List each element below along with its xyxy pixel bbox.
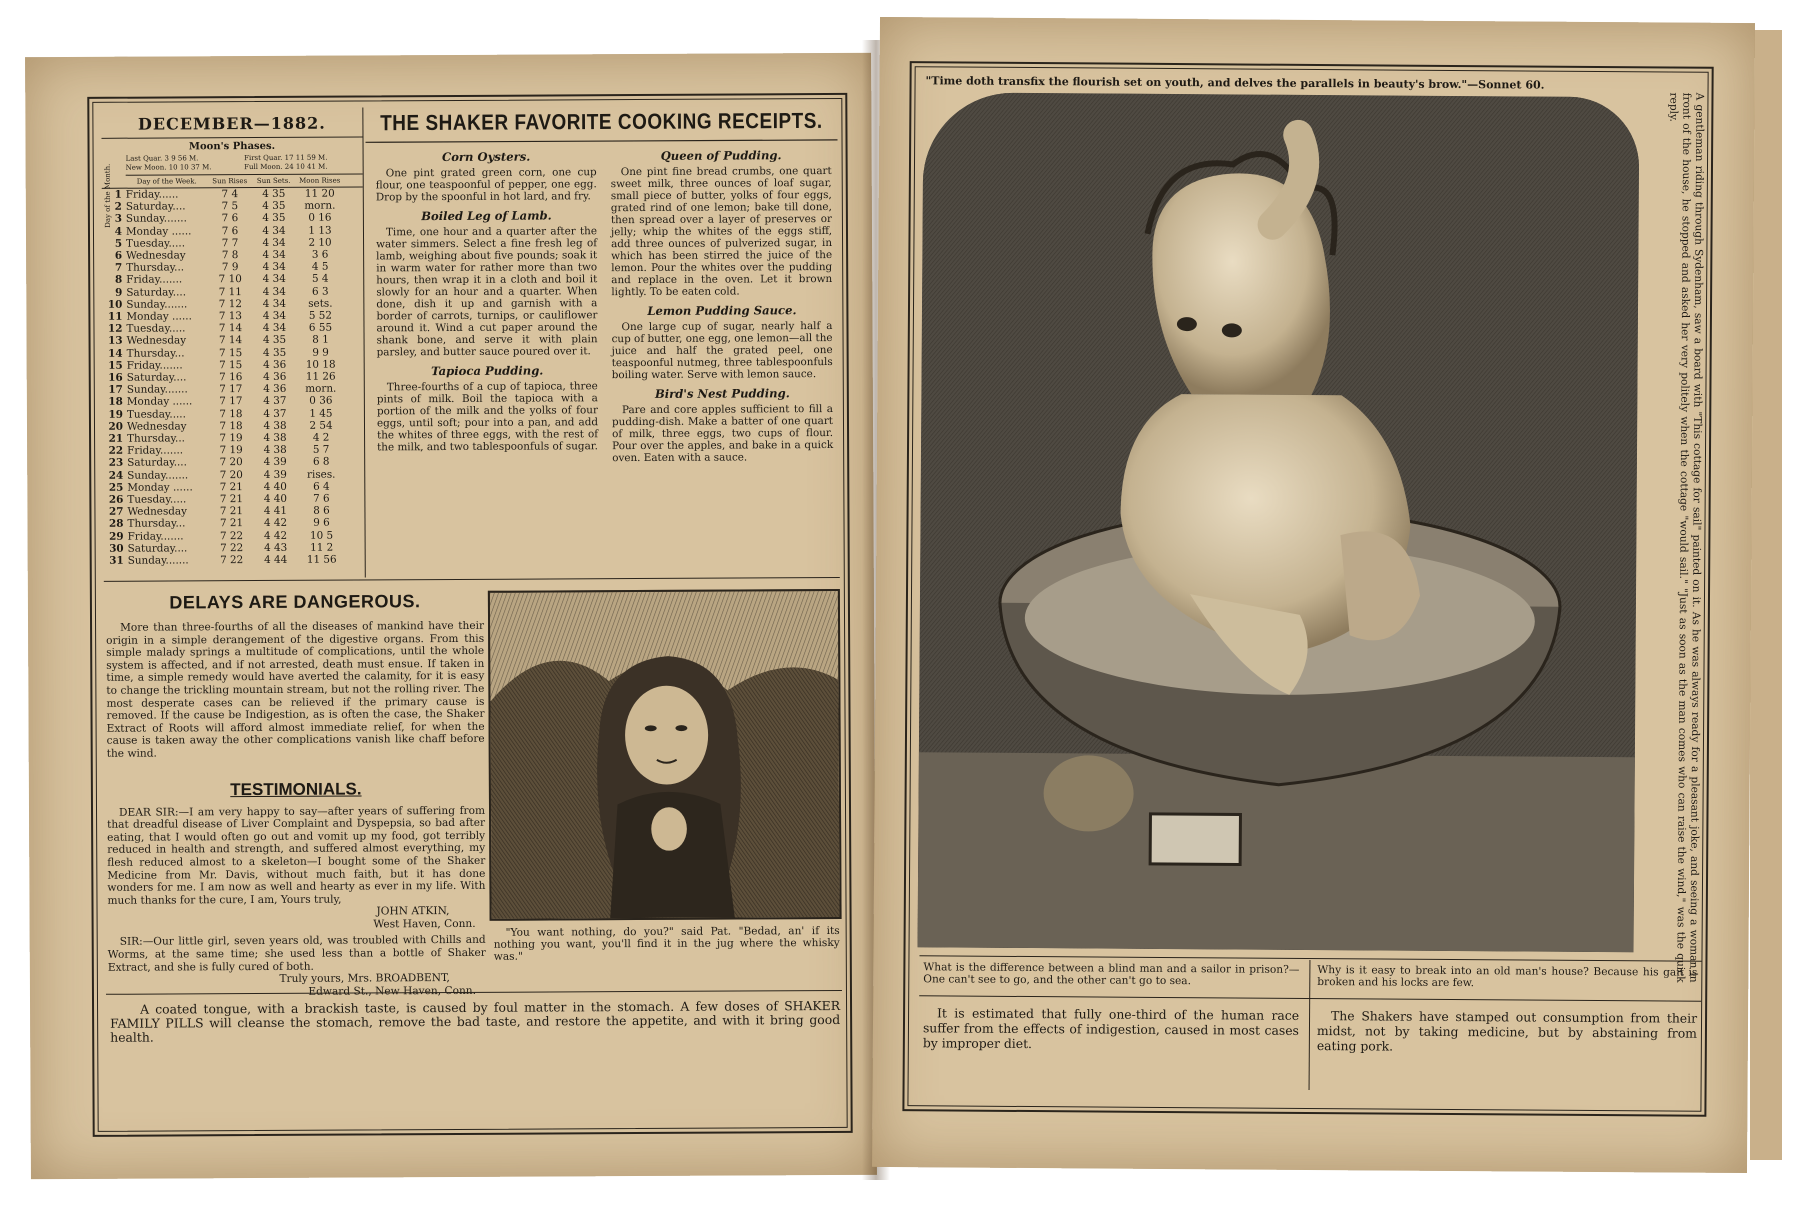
shakers-consumption-fact: The Shakers have stamped out consumption from their midst, not by taking medicine, but by abstaining from eating pork. — [1316, 1008, 1698, 1054]
side-anecdote: A gentleman riding through Sydenham, saw a board with "This cottage for sail" painted on it. As he was always ready for a pleasant joke, and seeing a woman in front of the house, he stopped and asked her very politely when the cottage "would sail." "Just as soon as the man comes who can raise the wind," was the quick reply. — [1667, 92, 1706, 983]
sun-rise-time: 7 13 — [218, 310, 243, 323]
footer-note: A coated tongue, with a brackish taste, is caused by foul matter in the stomach. A few doses of SHAKER FAMILY PILLS will cleanse the stomach, remove the bad taste, and restore the appetite, and with it bring good health. — [110, 997, 841, 1045]
sun-set-time: 4 41 — [263, 505, 288, 518]
sun-set-time: 4 34 — [262, 248, 286, 261]
moon-phases-grid — [126, 153, 363, 175]
moon-rise-time: 9 9 — [312, 346, 329, 359]
moon-phase-line: New Moon. 10 10 37 M. — [125, 163, 212, 172]
recipes-title: THE SHAKER FAVORITE COOKING RECEIPTS. — [365, 102, 837, 142]
moon-rise-time: 10 18 — [305, 358, 336, 371]
moon-rise-time: 1 13 — [308, 224, 332, 237]
sun-rise-time: 7 16 — [219, 371, 243, 384]
recipe-title: Tapioca Pudding. — [431, 363, 544, 379]
delays-section — [106, 591, 486, 999]
sun-set-time: 4 35 — [262, 334, 287, 347]
day-number: 13 — [108, 335, 123, 348]
recipes-panel — [365, 105, 839, 577]
sun-rise-time: 7 9 — [221, 261, 239, 274]
sun-rise-time: 7 17 — [219, 383, 243, 396]
header-sun-sets: Sun Sets. — [256, 176, 291, 186]
sun-set-time: 4 34 — [262, 322, 287, 335]
day-name: Friday....... — [127, 530, 184, 543]
moon-rise-time: 11 26 — [305, 370, 336, 383]
sun-set-time: 4 37 — [263, 395, 287, 408]
recipe-tapioca — [377, 363, 598, 453]
sun-rise-time: 7 21 — [219, 480, 243, 494]
recipe-title: Corn Oysters. — [441, 149, 531, 165]
moon-phase-line: Full Moon. 24 10 41 M. — [244, 162, 328, 172]
day-number: 16 — [108, 371, 123, 384]
moon-rise-time: 6 8 — [312, 456, 330, 469]
day-number: 12 — [107, 322, 123, 336]
sun-set-time: 4 36 — [263, 358, 287, 371]
recipe-text: One large cup of sugar, nearly half a cup of butter, one egg, one lemon—all the juice and half the grated peel, one teaspoonful nutmeg, three tablespoonfuls boiling water. Serve with lemon sauce. — [611, 319, 833, 382]
moon-rise-time: 5 7 — [312, 443, 330, 456]
testimonial-signature: Truly yours, Mrs. BROADBENT, — [279, 972, 450, 986]
sun-rise-time: 7 21 — [219, 493, 243, 506]
sun-rise-time: 7 11 — [218, 285, 242, 298]
sun-rise-time: 7 18 — [219, 419, 243, 433]
sun-set-time: 4 40 — [263, 492, 287, 506]
day-number: 22 — [108, 444, 124, 458]
sun-set-time: 4 36 — [263, 383, 287, 396]
sun-rise-time: 7 15 — [219, 358, 243, 372]
day-name: Thursday... — [126, 347, 185, 360]
side-anecdote-column — [1643, 92, 1705, 982]
day-name: Sunday....... — [127, 469, 189, 482]
recipe-text: Time, one hour and a quarter after the water simmers. Select a fine fresh leg of lamb, weighing about five pounds; soak it in warm water for rather more than two hours, then wrap it in a cloth and boil it slowly for an hour and a quarter. When done, dish it up and garnish with a border of carrots, turnips, or cauliflower around it. Wind a cut paper around the shank bone, and serve it with plain parsley, and butter sauce poured over it. — [376, 225, 598, 359]
moon-rise-time: 6 3 — [312, 285, 329, 298]
day-name: Friday....... — [126, 359, 183, 372]
day-name: Sunday....... — [127, 554, 189, 567]
sun-rise-time: 7 8 — [221, 249, 239, 262]
sun-set-time: 4 42 — [263, 517, 288, 530]
day-number: 4 — [114, 225, 123, 238]
riddle-old-mans-house: Why is it easy to break into an old man's house? Because his gait is broken and his locks are few. — [1317, 964, 1698, 990]
sun-set-time: 4 34 — [262, 224, 286, 237]
sun-set-time: 4 34 — [262, 297, 286, 310]
day-number: 28 — [109, 518, 124, 531]
day-name: Saturday.... — [125, 200, 186, 213]
page-edge — [1750, 30, 1782, 1160]
sun-rise-time: 7 17 — [219, 395, 243, 408]
sun-set-time: 4 35 — [263, 346, 287, 359]
day-number: 20 — [108, 420, 124, 433]
moon-rise-time: 7 6 — [313, 492, 330, 505]
sun-set-time: 4 34 — [262, 273, 286, 286]
day-name: Sunday....... — [125, 212, 187, 226]
sun-set-time: 4 37 — [263, 407, 287, 420]
girl-caption: "You want nothing, do you?" said Pat. "Bedad, an' if its nothing you want, you'll find it in the jug where the whisky was." — [493, 924, 840, 963]
sun-set-time: 4 35 — [262, 212, 286, 225]
day-name: Wednesday — [127, 505, 188, 518]
header-sun-rises: Sun Rises — [212, 177, 248, 186]
sun-set-time: 4 34 — [262, 236, 286, 249]
sun-set-time: 4 43 — [264, 541, 288, 554]
recipe-title: Lemon Pudding Sauce. — [647, 303, 797, 318]
sun-rise-time: 7 21 — [219, 505, 244, 518]
moon-rise-time: 6 4 — [313, 480, 330, 493]
day-name: Monday ...... — [126, 310, 192, 323]
recipe-boiled-lamb — [376, 208, 598, 358]
sun-set-time: 4 34 — [262, 285, 286, 298]
recipe-lemon-sauce — [611, 303, 832, 381]
moon-rise-time: 2 10 — [308, 236, 332, 249]
sun-set-time: 4 39 — [263, 456, 287, 469]
sun-set-time: 4 44 — [264, 553, 288, 567]
moon-rise-time: morn. — [305, 382, 337, 396]
moon-rise-time: 8 6 — [313, 504, 330, 518]
moon-rise-time: 1 45 — [309, 407, 333, 420]
sun-set-time: 4 35 — [262, 200, 286, 213]
sun-rise-time: 7 14 — [218, 334, 243, 347]
moon-phases-title: Moon's Phases. — [188, 140, 276, 153]
moon-phase-line: Last Quar. 3 9 56 M. — [125, 154, 199, 163]
day-number: 19 — [108, 408, 123, 421]
sun-rise-time: 7 5 — [221, 200, 239, 213]
recipe-title: Bird's Nest Pudding. — [654, 386, 790, 401]
day-name: Tuesday..... — [126, 408, 186, 421]
day-number: 15 — [108, 359, 123, 372]
day-name: Monday ...... — [127, 481, 193, 494]
day-name: Saturday.... — [126, 286, 187, 299]
calendar-rows — [102, 187, 365, 567]
sun-rise-time: 7 22 — [220, 554, 244, 567]
day-number: 18 — [108, 396, 123, 409]
moon-rise-time: 6 55 — [308, 321, 333, 334]
left-page — [25, 53, 877, 1179]
sun-rise-time: 7 20 — [219, 468, 243, 481]
sonnet-quote: "Time doth transfix the flourish set on youth, and delves the parallels in beauty's brow."—Sonnet 60. — [925, 74, 1545, 92]
moon-rise-time: 4 2 — [312, 431, 330, 444]
calendar-panel — [101, 107, 365, 578]
recipe-text: Pare and core apples sufficient to fill a pudding-dish. Make a batter of one quart of milk, three eggs, two cups of flour. Pour over the apples, and bake in a quick oven. Eaten with a sauce. — [611, 402, 834, 465]
day-number: 21 — [108, 432, 124, 445]
sun-rise-time: 7 22 — [220, 541, 244, 555]
day-name: Tuesday..... — [126, 322, 186, 335]
recipe-title: Queen of Pudding. — [660, 148, 782, 163]
day-number: 1 — [114, 188, 122, 201]
moon-rise-time: 5 4 — [311, 273, 329, 286]
header-day-of-week: Day of the Week. — [136, 177, 197, 186]
delays-text: More than three-fourths of all the diseases of mankind have their origin in a simple derangement of the digestive organs. From this simple malady springs a multitude of complications, until the whole system is affected, and if not arrested, death must ensue. If taken in time, a simple remedy would have averted the calamity, for it is easy to change the trickling mountain stream, but not the rolling river. The most desperate cases can be relieved if the primary cause is removed. If the cause be Indigestion, as is often the case, the Shaker Extract of Roots will afford almost immediate relief, for when the cause is taken away the other complications vanish like chaff before the wind. — [106, 619, 485, 760]
moon-rise-time: 0 16 — [308, 212, 332, 225]
day-number: 30 — [109, 542, 124, 555]
testimonial-place: West Haven, Conn. — [373, 917, 476, 931]
day-name: Wednesday — [126, 249, 186, 262]
recipe-text: One pint grated green corn, one cup flour, one teaspoonful of pepper, one egg. Drop by the spoonful in hot lard, and fry. — [375, 166, 597, 204]
day-name: Friday....... — [127, 444, 184, 457]
moon-rise-time: 9 6 — [313, 517, 330, 530]
day-name: Sunday....... — [126, 383, 188, 396]
day-number: 9 — [115, 286, 123, 299]
recipe-birds-nest — [612, 386, 833, 464]
header-moon-rises: Moon Rises — [299, 176, 341, 185]
sun-rise-time: 7 22 — [219, 529, 244, 542]
day-number: 24 — [108, 469, 124, 482]
sun-rise-time: 7 6 — [221, 212, 239, 225]
day-name: Saturday.... — [126, 371, 187, 384]
day-number: 10 — [107, 298, 123, 311]
sun-rise-time: 7 21 — [219, 517, 244, 530]
sun-rise-time: 7 19 — [219, 432, 243, 445]
day-number: 29 — [109, 530, 124, 543]
right-page — [872, 17, 1755, 1173]
sun-set-time: 4 38 — [263, 431, 287, 445]
sun-set-time: 4 39 — [263, 468, 287, 481]
sun-rise-time: 7 15 — [219, 346, 243, 359]
moon-rise-time: 5 52 — [308, 309, 333, 322]
day-number: 31 — [109, 554, 124, 567]
testimonial-letter: DEAR SIR:—I am very happy to say—after years of suffering from that dreadful disease of Liver Complaint and Dyspepsia, so bad after eating, that I would often go out and vomit up my food, got terribly reduced in health and strength, and suffered almost everything, my flesh reduced almost to a skeleton—I bought some of the Shaker Medicine from Mr. Davis, without much faith, but it has done wonders for me. I am now as well and hearty as ever in my life. With much thanks for the cure, I am, Yours truly, — [107, 804, 486, 907]
day-name: Saturday.... — [127, 542, 188, 555]
day-number: 6 — [114, 249, 123, 262]
delays-title: DELAYS ARE DANGEROUS. — [169, 591, 421, 613]
recipe-title: Boiled Leg of Lamb. — [421, 208, 552, 224]
day-number: 7 — [114, 261, 123, 274]
day-number: 26 — [108, 493, 124, 506]
day-name: Wednesday — [126, 420, 187, 433]
sun-rise-time: 7 10 — [218, 273, 242, 286]
day-name: Friday....... — [126, 273, 183, 287]
day-name: Saturday.... — [127, 456, 187, 470]
day-name: Monday ...... — [126, 395, 193, 409]
riddle-blind-man: What is the difference between a blind man and a sailor in prison?—One can't see to go, and the other can't go to sea. — [923, 961, 1300, 988]
day-number: 14 — [108, 347, 123, 360]
moon-rise-time: 11 20 — [304, 187, 335, 200]
sun-set-time: 4 38 — [263, 419, 287, 432]
indigestion-fact: It is estimated that fully one-third of the human race suffer from the effects of indigestion, caused in most cases by improper diet. — [922, 1005, 1300, 1052]
day-number: 11 — [107, 310, 123, 323]
moon-rise-time: morn. — [304, 199, 336, 212]
moon-rise-time: sets. — [308, 297, 333, 310]
moon-rise-time: 8 1 — [312, 334, 329, 347]
moon-rise-time: 3 6 — [311, 248, 329, 261]
day-number: 8 — [114, 274, 123, 287]
sun-set-time: 4 36 — [263, 370, 287, 384]
moon-rise-time: 10 5 — [309, 529, 334, 542]
sun-rise-time: 7 20 — [219, 456, 243, 469]
moon-rise-time: 11 2 — [310, 541, 334, 554]
day-name: Thursday... — [126, 261, 185, 274]
sun-set-time: 4 35 — [262, 187, 286, 200]
recipe-text: One pint fine bread crumbs, one quart sweet milk, three ounces of loaf sugar, small piece of butter, yolks of four eggs, grated rind of one lemon; bake till done, then spread over a layer of preserves or jelly; whip the whites of the eggs stiff, add three ounces of pulverized sugar, in which has been stirred the juice of the lemon. Pour the whites over the pudding and replace in the oven. Let it brown lightly. To be eaten cold. — [610, 165, 833, 299]
testimonial-signature: JOHN ATKIN, — [376, 905, 450, 918]
day-number: 25 — [108, 481, 124, 494]
sun-set-time: 4 38 — [263, 444, 287, 457]
day-number: 23 — [108, 457, 124, 470]
calendar-title: DECEMBER—1882. — [101, 107, 362, 138]
sun-rise-time: 7 6 — [221, 224, 239, 237]
day-name: Thursday... — [127, 432, 185, 445]
moon-phase-line: First Quar. 17 11 59 M. — [244, 153, 328, 163]
calendar-row — [104, 554, 365, 568]
day-number: 2 — [114, 200, 122, 213]
day-name: Sunday....... — [126, 298, 188, 311]
girl-engraving — [488, 589, 842, 921]
moon-rise-time: 4 5 — [311, 260, 329, 273]
baby-in-tub-engraving — [918, 92, 1640, 952]
day-number: 3 — [114, 213, 122, 226]
day-name: Tuesday..... — [126, 237, 186, 250]
day-name: Tuesday..... — [127, 493, 187, 506]
testimonials-title: TESTIMONIALS. — [230, 779, 362, 799]
sun-rise-time: 7 4 — [221, 188, 239, 201]
day-name: Friday...... — [125, 188, 179, 201]
sun-set-time: 4 42 — [263, 529, 288, 542]
day-name: Monday ...... — [125, 224, 192, 238]
sun-set-time: 4 34 — [262, 309, 287, 323]
sun-rise-time: 7 18 — [219, 407, 243, 420]
recipe-queen-of-pudding — [611, 148, 833, 298]
moon-rise-time: rises. — [307, 468, 336, 481]
sun-rise-time: 7 7 — [221, 236, 239, 250]
moon-rise-time: 0 36 — [309, 395, 333, 408]
sun-rise-time: 7 12 — [218, 297, 242, 311]
moon-rise-time: 11 56 — [306, 553, 337, 566]
sun-rise-time: 7 14 — [218, 322, 243, 335]
testimonials-section — [107, 778, 486, 999]
left-page-frame — [87, 93, 852, 1137]
day-of-month-label: Day of the Month. — [103, 163, 112, 228]
day-name: Thursday... — [127, 517, 186, 531]
testimonial-place: Edward St., New Haven, Conn. — [308, 984, 476, 998]
day-number: 5 — [114, 237, 123, 250]
day-number: 27 — [108, 505, 124, 519]
sun-rise-time: 7 19 — [219, 444, 243, 457]
testimonial-letter: SIR:—Our little girl, seven years old, was troubled with Chills and Worms, at the same time; she used less than a bottle of Shaker Extract, and she is fully cured of both. — [107, 934, 486, 974]
moon-rise-time: 2 54 — [309, 419, 333, 432]
sun-set-time: 4 40 — [263, 480, 287, 493]
day-name: Wednesday — [126, 334, 187, 348]
recipe-corn-oysters — [376, 149, 597, 203]
sun-set-time: 4 34 — [262, 261, 286, 274]
recipe-text: Three-fourths of a cup of tapioca, three pints of milk. Boil the tapioca with a portion of the milk and the yolks of four eggs, until soft; pour into a pan, and add the whites of three eggs, with the rest of the milk, and two tablespoonfuls of sugar. — [376, 380, 599, 454]
day-number: 17 — [108, 383, 123, 397]
